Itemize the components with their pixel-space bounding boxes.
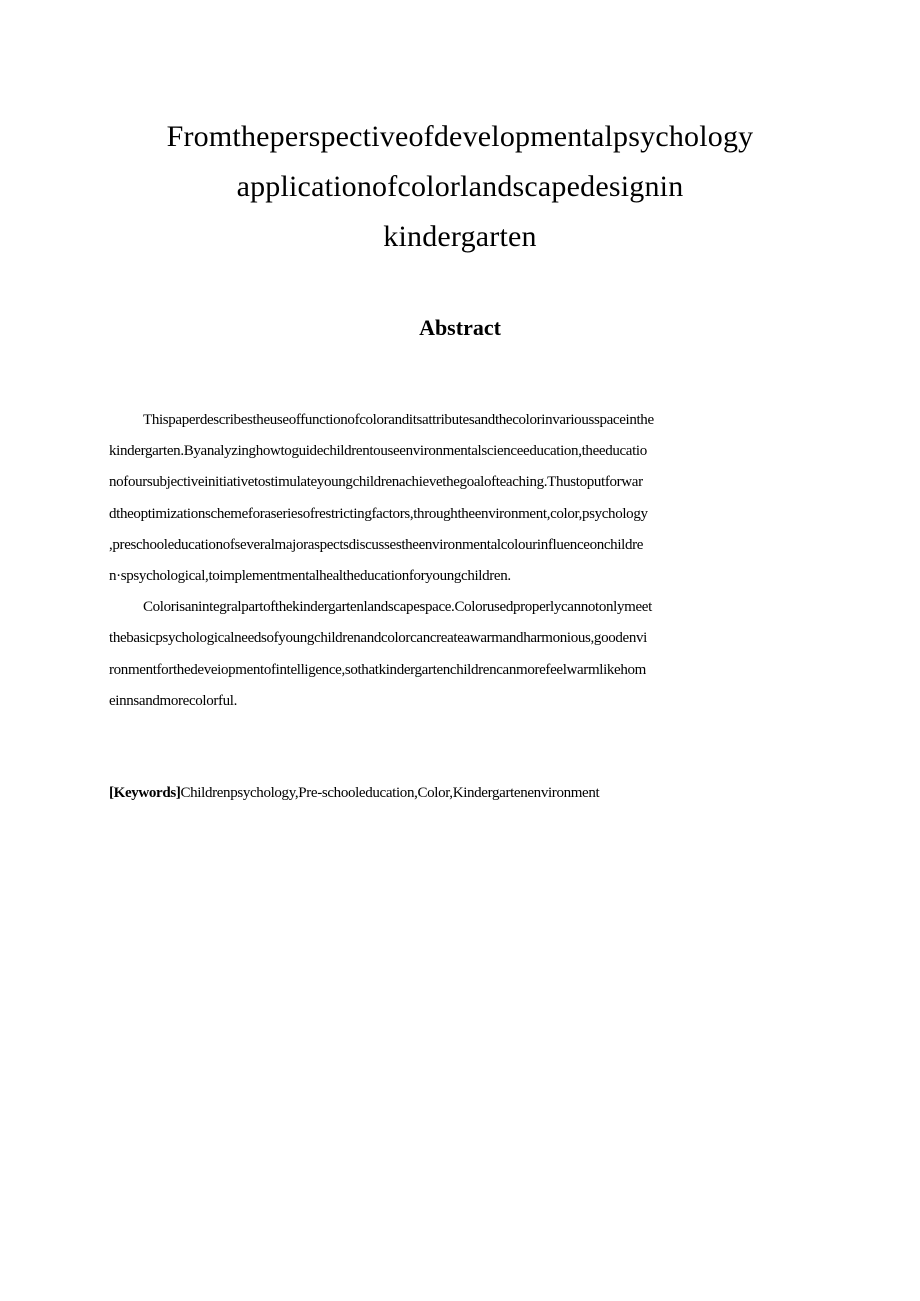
paragraph-line: Thispaperdescribestheuseoffunctionofcoloranditsattributesandthecolorinvariousspaceinthe (143, 412, 654, 428)
paragraph-line: dtheoptimizationschemeforaseriesofrestrictingfactors,throughtheenvironment,color,psychology (109, 505, 648, 522)
paragraph-line: ronmentforthedeveiopmentofintelligence,sothatkindergartenchildrencanmorefeelwarmlikehom (109, 661, 646, 678)
paragraph-line: nofoursubjectiveinitiativetostimulateyoungchildrenachievethegoalofteaching.Thustoputforwar (109, 474, 643, 491)
abstract-heading: Abstract (419, 315, 501, 340)
keywords-text: Childrenpsychology,Pre-schooleducation,Color,Kindergartenenvironment (180, 785, 600, 801)
abstract-body (109, 405, 814, 717)
abstract-paragraph (109, 405, 814, 592)
abstract-paragraph (109, 592, 814, 717)
paragraph-line: kindergarten.Byanalyzinghowtoguidechildrentouseenvironmentalscienceeducation,theeducatio (109, 443, 647, 460)
paragraph-line: Colorisanintegralpartofthekindergartenlandscapespace.Colorusedproperlycannotonlymeet (143, 599, 652, 616)
keywords-label: [Keywords] (109, 785, 181, 801)
title-line: applicationofcolorlandscapedesignin (236, 170, 684, 203)
paragraph-line: einnsandmorecolorful. (109, 692, 238, 709)
keywords-line (109, 778, 814, 809)
paragraph-line: thebasicpsychologicalneedsofyoungchildrenandcolorcancreateawarmandharmonious,goodenvi (109, 630, 647, 647)
paragraph-line: ,preschooleducationofseveralmajoraspectsdiscussestheenvironmentalcolourinfluenceonchildre (109, 536, 644, 553)
title-line: kindergarten (383, 220, 537, 253)
paragraph-line: n·spsychological,toimplementmentalhealtheducationforyoungchildren. (109, 568, 511, 585)
title-line: Fromtheperspectiveofdevelopmentalpsychology (166, 120, 754, 153)
paper-title (60, 112, 860, 262)
